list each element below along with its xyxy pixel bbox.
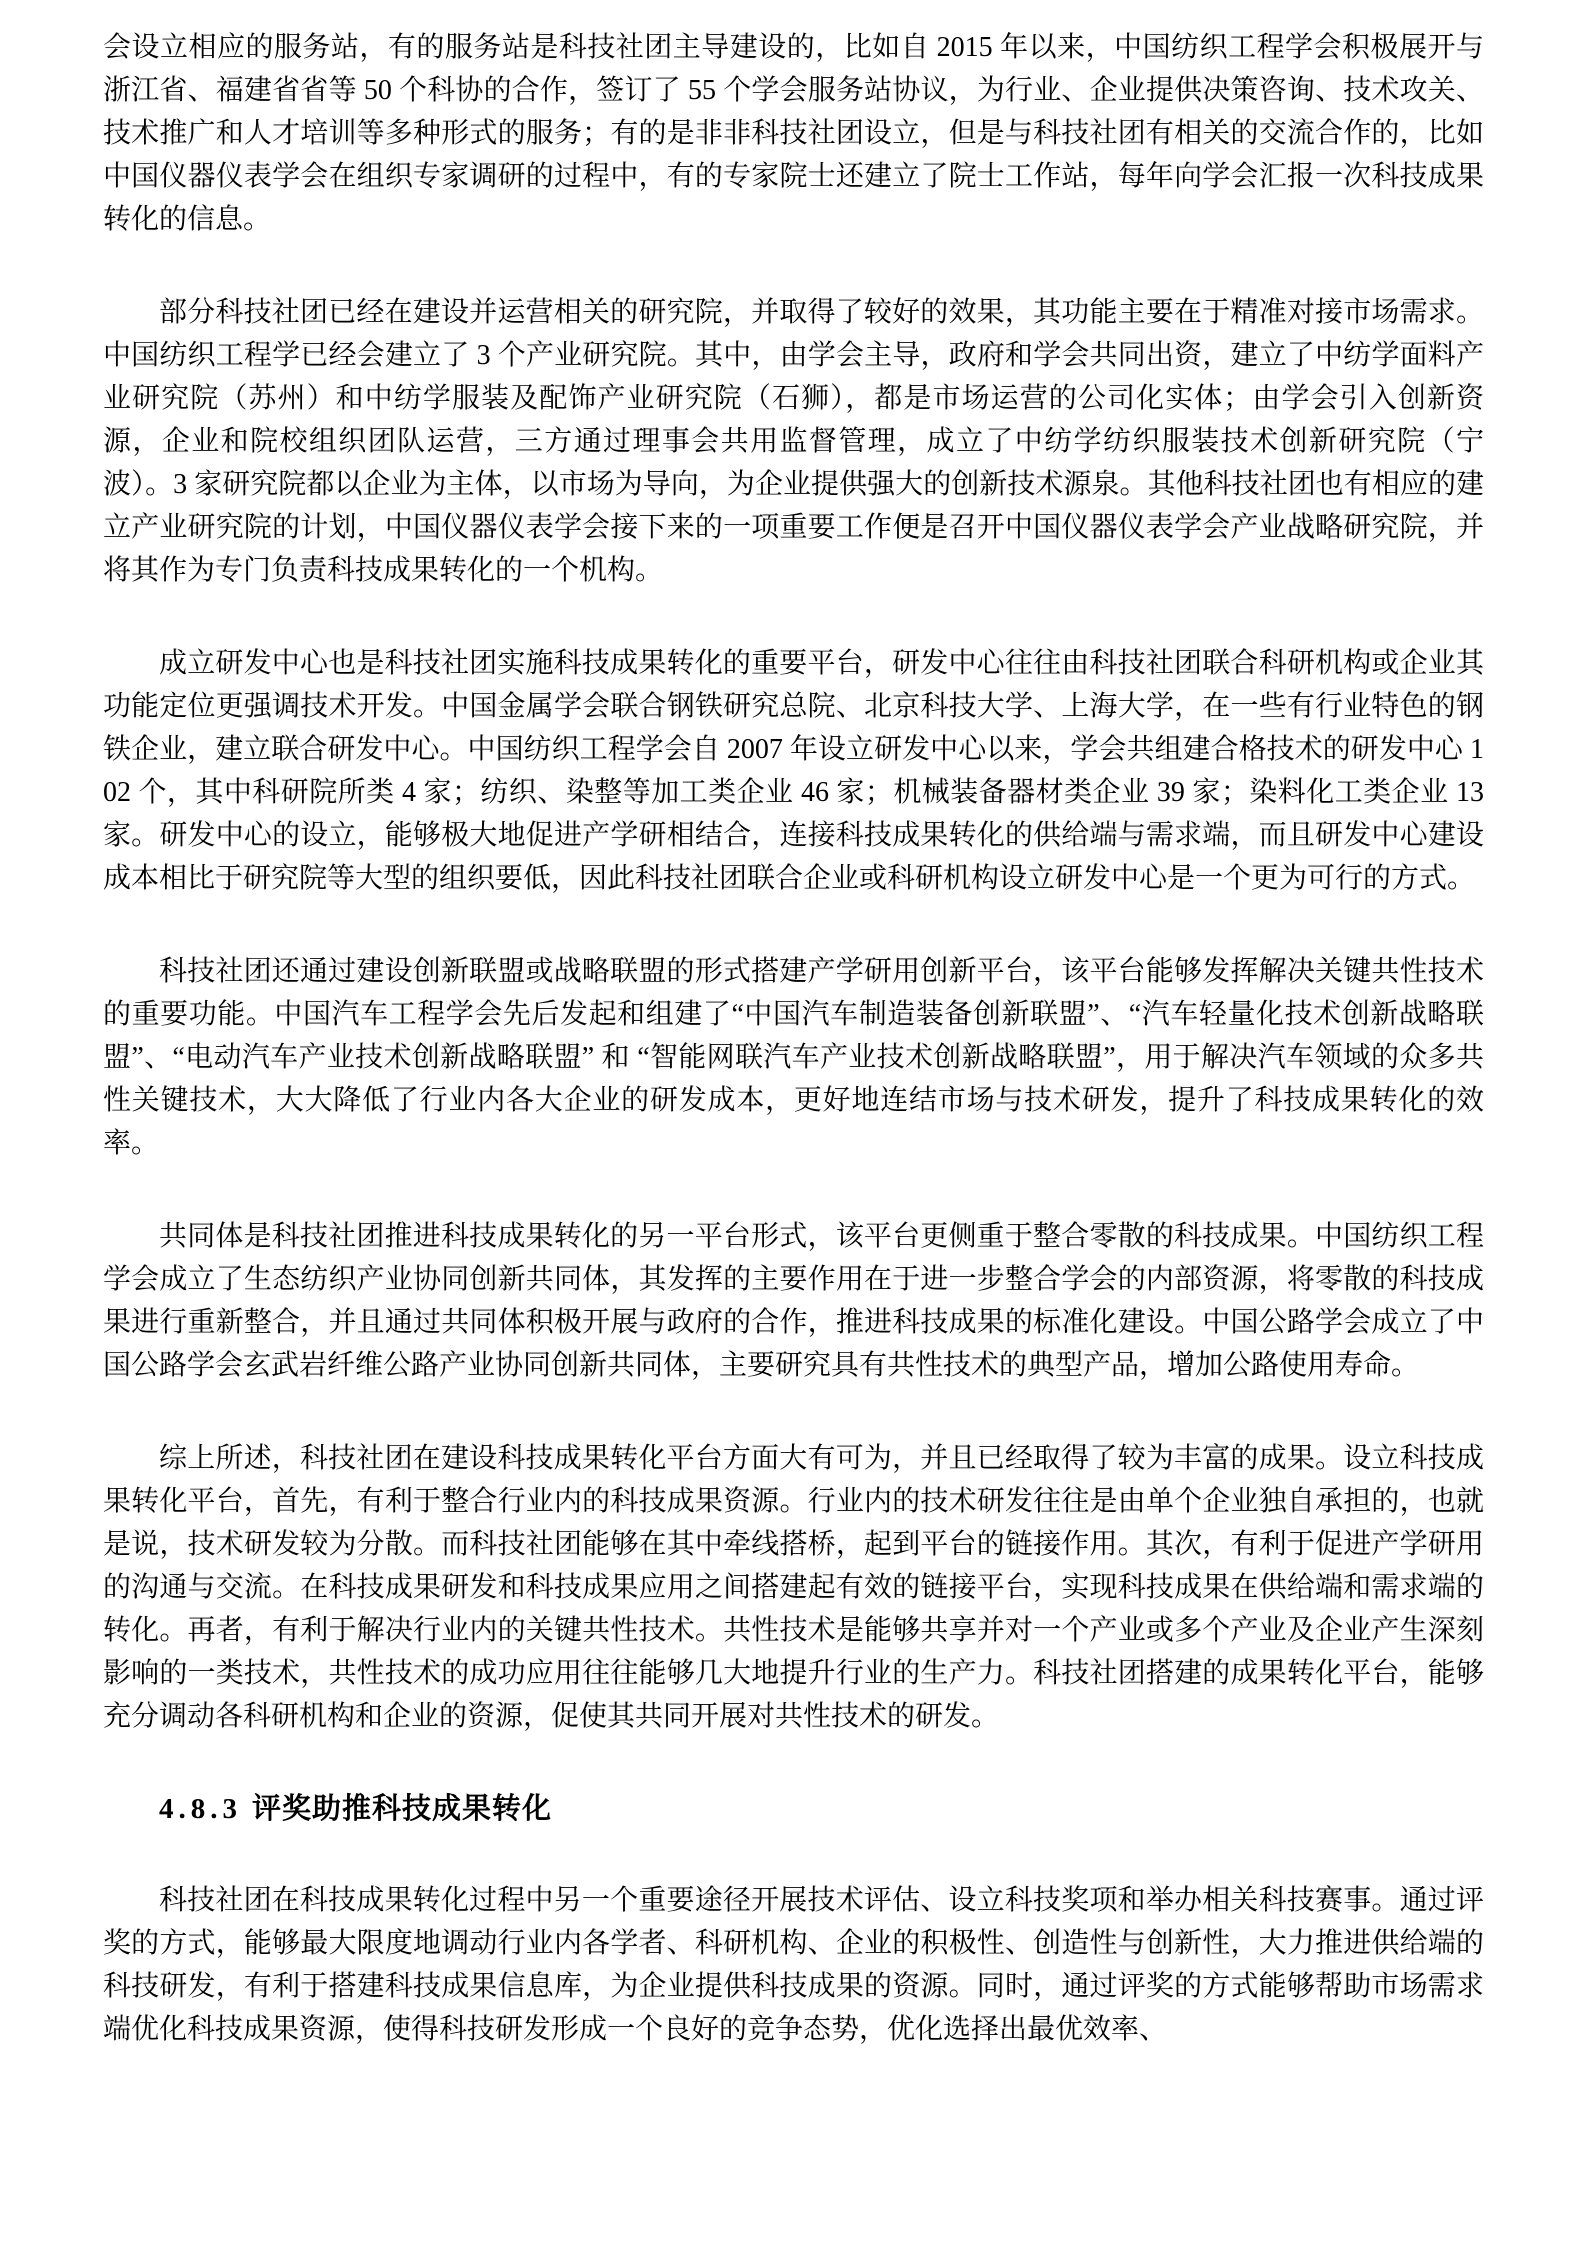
body-paragraph: 成立研发中心也是科技社团实施科技成果转化的重要平台，研发中心往往由科技社团联合科研机构或企业其功能定位更强调技术开发。中国金属学会联合钢铁研究总院、北京科技大学、上海大学，在一些有行业特色的钢铁企业，建立联合研发中心。中国纺织工程学会自 2007 年设立研发中心以来，学会共组建合格技术的研发中心 102 个，其中科研院所类 4 家；纺织、染整等加工类企业 46 家；机械装备器材类企业 39 家；染料化工类企业 13 家。研发中心的设立，能够极大地促进产学研相结合，连接科技成果转化的供给端与需求端，而且研发中心建设成本相比于研究院等大型的组织要低，因此科技社团联合企业或科研机构设立研发中心是一个更为可行的方式。: [103, 648, 1484, 894]
body-paragraph: 科技社团在科技成果转化过程中另一个重要途径开展技术评估、设立科技奖项和举办相关科技赛事。通过评奖的方式，能够最大限度地调动行业内各学者、科研机构、企业的积极性、创造性与创新性，大力推进供给端的科技研发，有利于搭建科技成果信息库，为企业提供科技成果的资源。同时，通过评奖的方式能够帮助市场需求端优化科技成果资源，使得科技研发形成一个良好的竞争态势，优化选择出最优效率、: [103, 1885, 1484, 2045]
body-paragraph: 共同体是科技社团推进科技成果转化的另一平台形式，该平台更侧重于整合零散的科技成果。中国纺织工程学会成立了生态纺织产业协同创新共同体，其发挥的主要作用在于进一步整合学会的内部资源，将零散的科技成果进行重新整合，并且通过共同体积极开展与政府的合作，推进科技成果的标准化建设。中国公路学会成立了中国公路学会玄武岩纤维公路产业协同创新共同体，主要研究具有共性技术的典型产品，增加公路使用寿命。: [103, 1221, 1484, 1381]
body-paragraph: 部分科技社团已经在建设并运营相关的研究院，并取得了较好的效果，其功能主要在于精准对接市场需求。中国纺织工程学已经会建立了 3 个产业研究院。其中，由学会主导，政府和学会共同出资，建立了中纺学面料产业研究院（苏州）和中纺学服装及配饰产业研究院（石狮），都是市场运营的公司化实体；由学会引入创新资源，企业和院校组织团队运营，三方通过理事会共用监督管理，成立了中纺学纺织服装技术创新研究院（宁波）。3 家研究院都以企业为主体，以市场为导向，为企业提供强大的创新技术源泉。其他科技社团也有相应的建立产业研究院的计划，中国仪器仪表学会接下来的一项重要工作便是召开中国仪器仪表学会产业战略研究院，并将其作为专门负责科技成果转化的一个机构。: [103, 297, 1484, 586]
section-heading-number: 4.8.3: [159, 1793, 242, 1825]
body-paragraph-continuation: 会设立相应的服务站，有的服务站是科技社团主导建设的，比如自 2015 年以来，中国纺织工程学会积极展开与浙江省、福建省省等 50 个科协的合作，签订了 55 个学会服务站协议，为行业、企业提供决策咨询、技术攻关、技术推广和人才培训等多种形式的服务；有的是非非科技社团设立，但是与科技社团有相关的交流合作的，比如中国仪器仪表学会在组织专家调研的过程中，有的专家院士还建立了院士工作站，每年向学会汇报一次科技成果转化的信息。: [103, 32, 1484, 235]
section-heading: [103, 1788, 1484, 1831]
body-paragraph: 综上所述，科技社团在建设科技成果转化平台方面大有可为，并且已经取得了较为丰富的成果。设立科技成果转化平台，首先，有利于整合行业内的科技成果资源。行业内的技术研发往往是由单个企业独自承担的，也就是说，技术研发较为分散。而科技社团能够在其中牵线搭桥，起到平台的链接作用。其次，有利于促进产学研用的沟通与交流。在科技成果研发和科技成果应用之间搭建起有效的链接平台，实现科技成果在供给端和需求端的转化。再者，有利于解决行业内的关键共性技术。共性技术是能够共享并对一个产业或多个产业及企业产生深刻影响的一类技术，共性技术的成功应用往往能够几大地提升行业的生产力。科技社团搭建的成果转化平台，能够充分调动各科研机构和企业的资源，促使其共同开展对共性技术的研发。: [103, 1443, 1484, 1732]
section-heading-title: 评奖助推科技成果转化: [252, 1793, 553, 1825]
body-paragraph: 科技社团还通过建设创新联盟或战略联盟的形式搭建产学研用创新平台，该平台能够发挥解决关键共性技术的重要功能。中国汽车工程学会先后发起和组建了“中国汽车制造装备创新联盟”、“汽车轻量化技术创新战略联盟”、“电动汽车产业技术创新战略联盟” 和 “智能网联汽车产业技术创新战略联盟”，用于解决汽车领域的众多共性关键技术，大大降低了行业内各大企业的研发成本，更好地连结市场与技术研发，提升了科技成果转化的效率。: [103, 956, 1484, 1159]
